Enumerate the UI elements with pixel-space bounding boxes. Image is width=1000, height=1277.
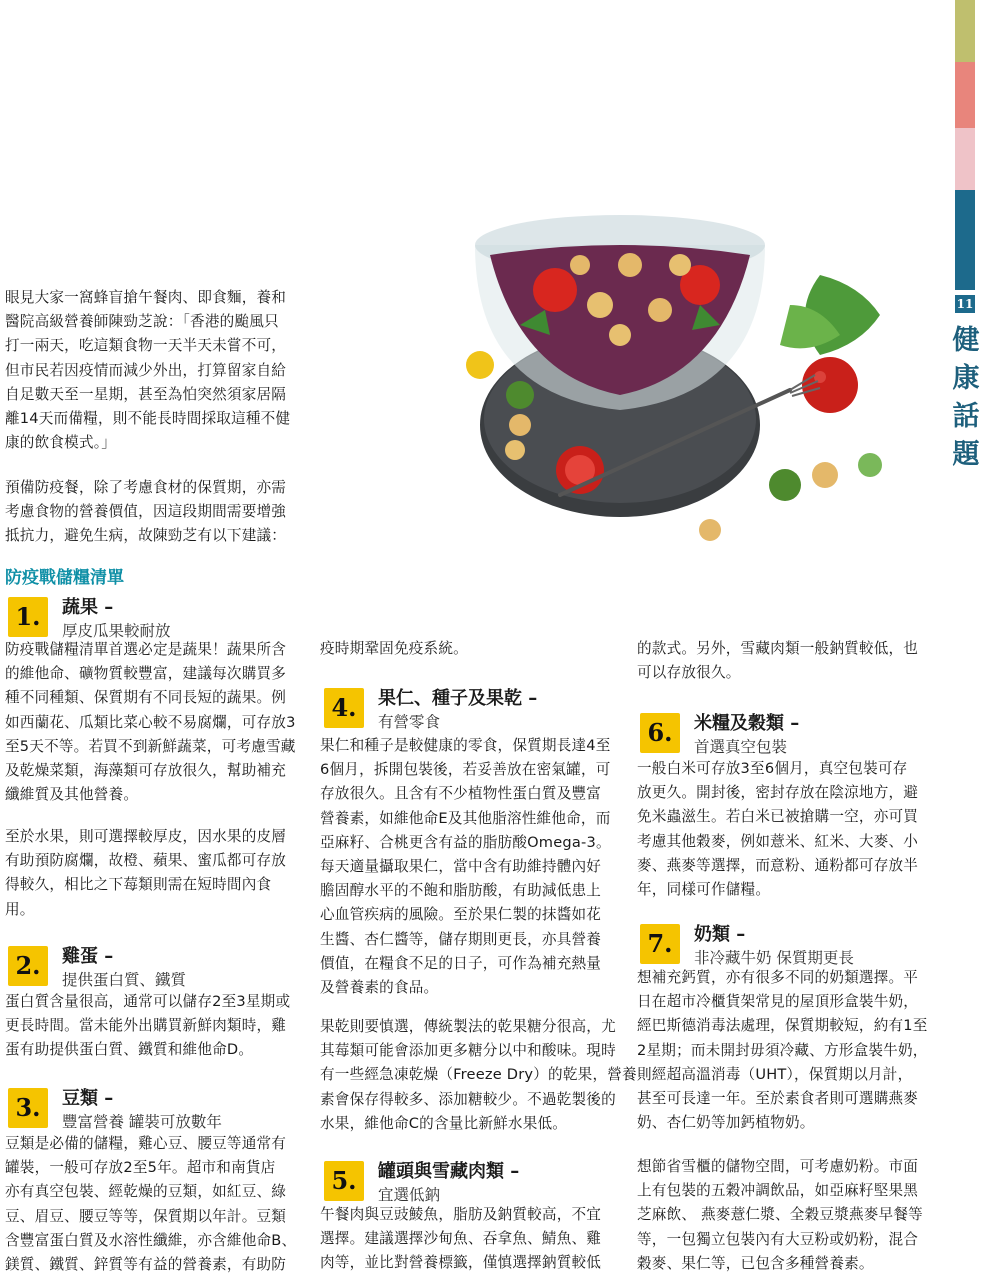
section-3-paragraph: 豆類是必備的儲糧，雞心豆、腰豆等通常有 罐裝，一般可存放2至5年。超市和南貨店 亦有真空包裝、經乾燥的豆類，如紅豆、綠 豆、眉豆、腰豆等等，保質期以年計。豆類 含豐富蛋白質及水溶性纖維，亦含維他命B、 鎂質、鐵質、鋅質等有益的營養素，有助防 [5,1135,297,1274]
section-4-paragraph-2: 果乾則要慎選，傳統製法的乾果糖分很高，尤 其莓類可能會添加更多糖分以中和酸味。現時 有一些經急凍乾燥（Freeze Dry）的乾果，營養 素會保存得較多、添加糖較少。不過乾製後的 水果，維他命C的含量比新鮮水果低。 [320,1018,637,1132]
sidebar-bar-olive [955,0,975,62]
section-1-subtitle: 厚皮瓜果較耐放 [62,622,171,640]
section-6-title: 米糧及穀類 – [694,713,800,734]
section-5-title: 罐頭與雪藏肉類 – [378,1161,520,1182]
section-1-title: 蔬果 – [62,597,114,618]
section-1-number: 1. [8,597,48,637]
section-5-subtitle: 宜選低鈉 [378,1186,441,1204]
section-7-paragraph-2: 想節省雪櫃的儲物空間，可考慮奶粉。市面 上有包裝的五穀冲調飲品，如亞麻籽堅果黑 芝麻飲、 燕麥薏仁漿、全穀豆漿燕麥早餐等 等，一包獨立包裝內有大豆粉或奶粉，混合 穀麥、果仁等，已包含多種營養素。 [637,1158,923,1272]
section-2-title: 雞蛋 – [62,946,114,967]
list-title: 防疫戰儲糧清單 [5,568,124,588]
section-1-paragraph-2: 至於水果，則可選擇較厚皮，因水果的皮層 有助預防腐爛，故橙、蘋果、蜜瓜都可存放 得較久，相比之下莓類則需在短時間內食 用。 [5,828,287,918]
section-5-continued: 的款式。另外，雪藏肉類一般鈉質較低，也 可以存放很久。 [637,640,919,682]
section-3-number: 3. [8,1088,48,1128]
sidebar-bar-salmon [955,62,975,128]
section-7-subtitle: 非冷藏牛奶 保質期更長 [694,949,854,967]
section-2-paragraph: 蛋白質含量很高，通常可以儲存2至3星期或 更長時間。當未能外出購買新鮮肉類時，雞 蛋有助提供蛋白質、鐵質和維他命D。 [5,993,291,1059]
section-5-number: 5. [324,1161,364,1201]
section-6-number: 6. [640,713,680,753]
section-3-title: 豆類 – [62,1088,114,1109]
section-4-number: 4. [324,688,364,728]
section-2-number: 2. [8,946,48,986]
section-2-subtitle: 提供蛋白質、鐵質 [62,971,187,989]
section-7-number: 7. [640,924,680,964]
section-6-subtitle: 首選真空包裝 [694,738,788,756]
section-6-paragraph: 一般白米可存放3至6個月，真空包裝可存 放更久。開封後，密封存放在陰涼地方，避 免米蟲滋生。若白米已被搶購一空，亦可買 考慮其他穀麥，例如薏米、紅米、大麥、小 麥、燕麥等選擇，而意粉、通粉都可存放半 年，同樣可作儲糧。 [637,760,919,899]
salad-bowl-photo [320,195,910,595]
sidebar-bar-blue [955,190,975,290]
section-7-paragraph-1: 想補充鈣質，亦有很多不同的奶類選擇。平 日在超市冷櫃貨架常見的屋頂形盒裝牛奶， 經巴斯德消毒法處理，保質期較短，約有1至 2星期；而未開封毋須冷藏、方形盒裝牛奶， 則經超高溫消毒（UHT），保質期以月計， 甚至可長達一年。至於素食者則可選購燕麥 奶、杏仁奶等加鈣植物奶。 [637,969,928,1132]
page-number: 11 [956,297,974,311]
section-label: 健 康 話 題 [952,325,980,470]
sidebar-bar-pink [955,128,975,190]
section-3-continued: 疫時期鞏固免疫系統。 [320,640,468,657]
section-4-title: 果仁、種子及果乾 – [378,688,538,709]
intro-paragraph-2: 預備防疫餐，除了考慮食材的保質期，亦需 考慮食物的營養價值，因這段期間需要增強 抵抗力，避免生病，故陳勁芝有以下建議： [5,479,287,545]
section-4-paragraph-1: 果仁和種子是較健康的零食，保質期長達4至 6個月，拆開包裝後，若妥善放在密氣罐，可 存放很久。且含有不少植物性蛋白質及豐富 營養素，如維他命E及其他脂溶性維他命，而 亞麻籽、合桃更含有益的脂肪酸Omega-3。 每天適量攝取果仁，當中含有助維持體內好 膽固醇水平的不飽和脂肪酸，有助減低患上 心血管疾病的風險。至於果仁製的抹醬如花 生醬、杏仁醬等，儲存期則更長，亦具營養 價值，在糧食不足的日子，可作為補充熱量 及營養素的食品。 [320,737,611,997]
section-1-paragraph-1: 防疫戰儲糧清單首選必定是蔬果！蔬果所含 的維他命、礦物質較豐富，建議每次購買多 種不同種類、保質期有不同長短的蔬果。例 如西蘭花、瓜類比菜心較不易腐爛，可存放3 至5天不等。若買不到新鮮蔬菜，可考慮雪藏 及乾燥菜類，海藻類可存放很久，幫助補充 纖維質及其他營養。 [5,641,296,804]
section-5-paragraph: 午餐肉與豆豉鯪魚，脂肪及鈉質較高，不宜 選擇。建議選擇沙甸魚、吞拿魚、鯖魚、雞 肉等，並比對營養標籤，僅慎選擇鈉質較低 [320,1206,602,1272]
section-3-subtitle: 豐富營養 罐裝可放數年 [62,1113,222,1131]
section-4-subtitle: 有營零食 [378,713,441,731]
intro-paragraph-1: 眼見大家一窩蜂盲搶午餐肉、即食麵，養和 醫院高級營養師陳勁芝說：「香港的颱風只 打一兩天，吃這類食物一天半天未嘗不可， 但市民若因疫情而減少外出，打算留家自給 自足數天至一星期，甚至為怕突然須家居隔 離14天而備糧，則不能長時間採取這種不健 康的飲食模式。」 [5,289,291,452]
section-7-title: 奶類 – [694,924,746,945]
